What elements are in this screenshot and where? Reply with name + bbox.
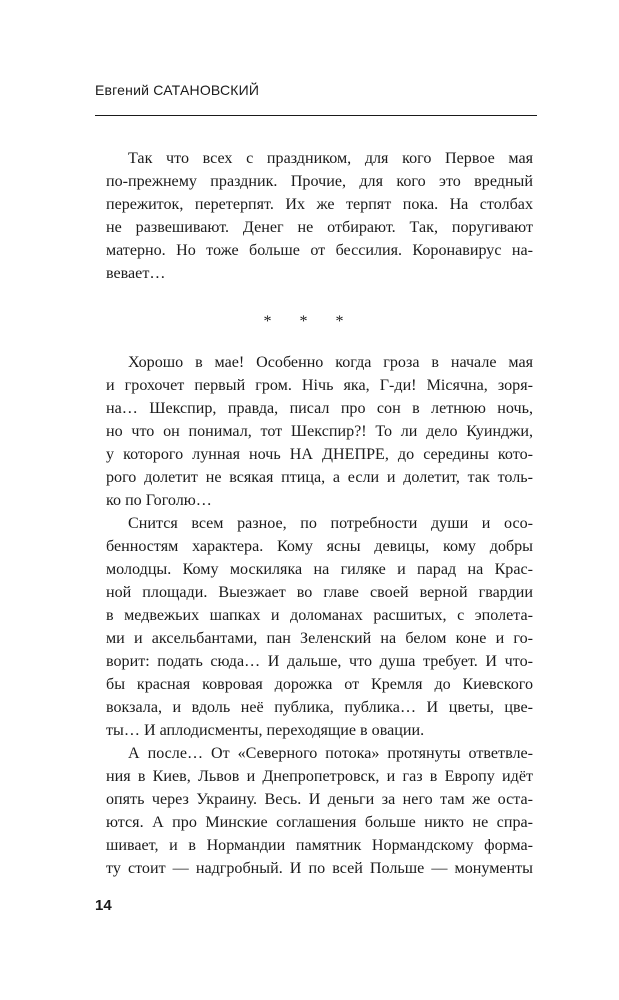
text-line: А после… От «Северного потока» протянуты ответвле-	[128, 745, 533, 762]
text-line: ются. А про Минские соглашения больше никто не спра-	[106, 814, 533, 831]
text-line: пережиток, перетерпят. Их же терпят пока. На столбах	[106, 196, 533, 213]
header-rule	[95, 115, 537, 116]
text-line: ния в Киев, Львов и Днепропетровск, и газ в Европу идёт	[106, 768, 533, 785]
text-line: Так что всех с праздником, для кого Первое мая	[128, 150, 533, 167]
text-line: и грохочет первый гром. Нiчь яка, Г-ди! Мiсячна, зоря-	[106, 377, 533, 394]
text-line: на… Шекспир, правда, писал про сон в летнюю ночь,	[106, 400, 533, 417]
text-line: в медвежьих шапках и доломанах расшитых, с эполета-	[106, 607, 533, 624]
text-line: ту стоит — надгробный. И по всей Польше — монументы	[106, 860, 533, 877]
text-line: шивает, и в Нормандии памятник Нормандскому форма-	[106, 837, 533, 854]
text-line: вевает…	[106, 265, 166, 282]
author-first-name: Евгений	[95, 82, 150, 98]
text-line: но что он понимал, тот Шекспир?! То ли дело Куинджи,	[106, 423, 533, 440]
text-line: матерно. Но тоже больше от бессилия. Коронавирус на-	[106, 242, 533, 259]
text-line: у которого лунная ночь НА ДНЕПРЕ, до середины кото-	[106, 446, 533, 463]
text-line: ты… И аплодисменты, переходящие в овации.	[106, 722, 425, 739]
text-line: Снится всем разное, по потребности души и осо-	[128, 515, 533, 532]
text-line: ми и аксельбантами, пан Зеленский на белом коне и го-	[106, 630, 533, 647]
text-line: ворит: подать сюда… И дальше, что душа требует. И что-	[106, 653, 533, 670]
section-separator: * * *	[263, 313, 356, 330]
running-head	[95, 82, 259, 98]
text-line: не развешивают. Денег не отбирают. Так, поругивают	[106, 219, 533, 236]
text-line: рого долетит не всякая птица, а если и долетит, так толь-	[106, 469, 533, 486]
text-line: молодцы. Кому москиляка на гиляке и парад на Крас-	[106, 561, 533, 578]
text-line: бы красная ковровая дорожка от Кремля до Киевского	[106, 676, 533, 693]
text-line: бенностям характера. Кому ясны девицы, кому добры	[106, 538, 533, 555]
text-line: опять через Украину. Весь. И деньги за него там же оста-	[106, 791, 533, 808]
body-text	[106, 351, 533, 880]
text-line: вокзала, и вдоль неё публика, публика… И цветы, цве-	[106, 699, 533, 716]
text-line: ко по Гоголю…	[106, 492, 212, 509]
page-number: 14	[95, 897, 112, 914]
paragraph-1	[106, 147, 533, 285]
text-line: по-прежнему праздник. Прочие, для кого это вредный	[106, 173, 533, 190]
author-last-name: САТАНОВСКИЙ	[153, 82, 260, 98]
text-line: Хорошо в мае! Особенно когда гроза в начале мая	[128, 354, 533, 371]
text-line: ной площади. Выезжает во главе своей верной гвардии	[106, 584, 533, 601]
